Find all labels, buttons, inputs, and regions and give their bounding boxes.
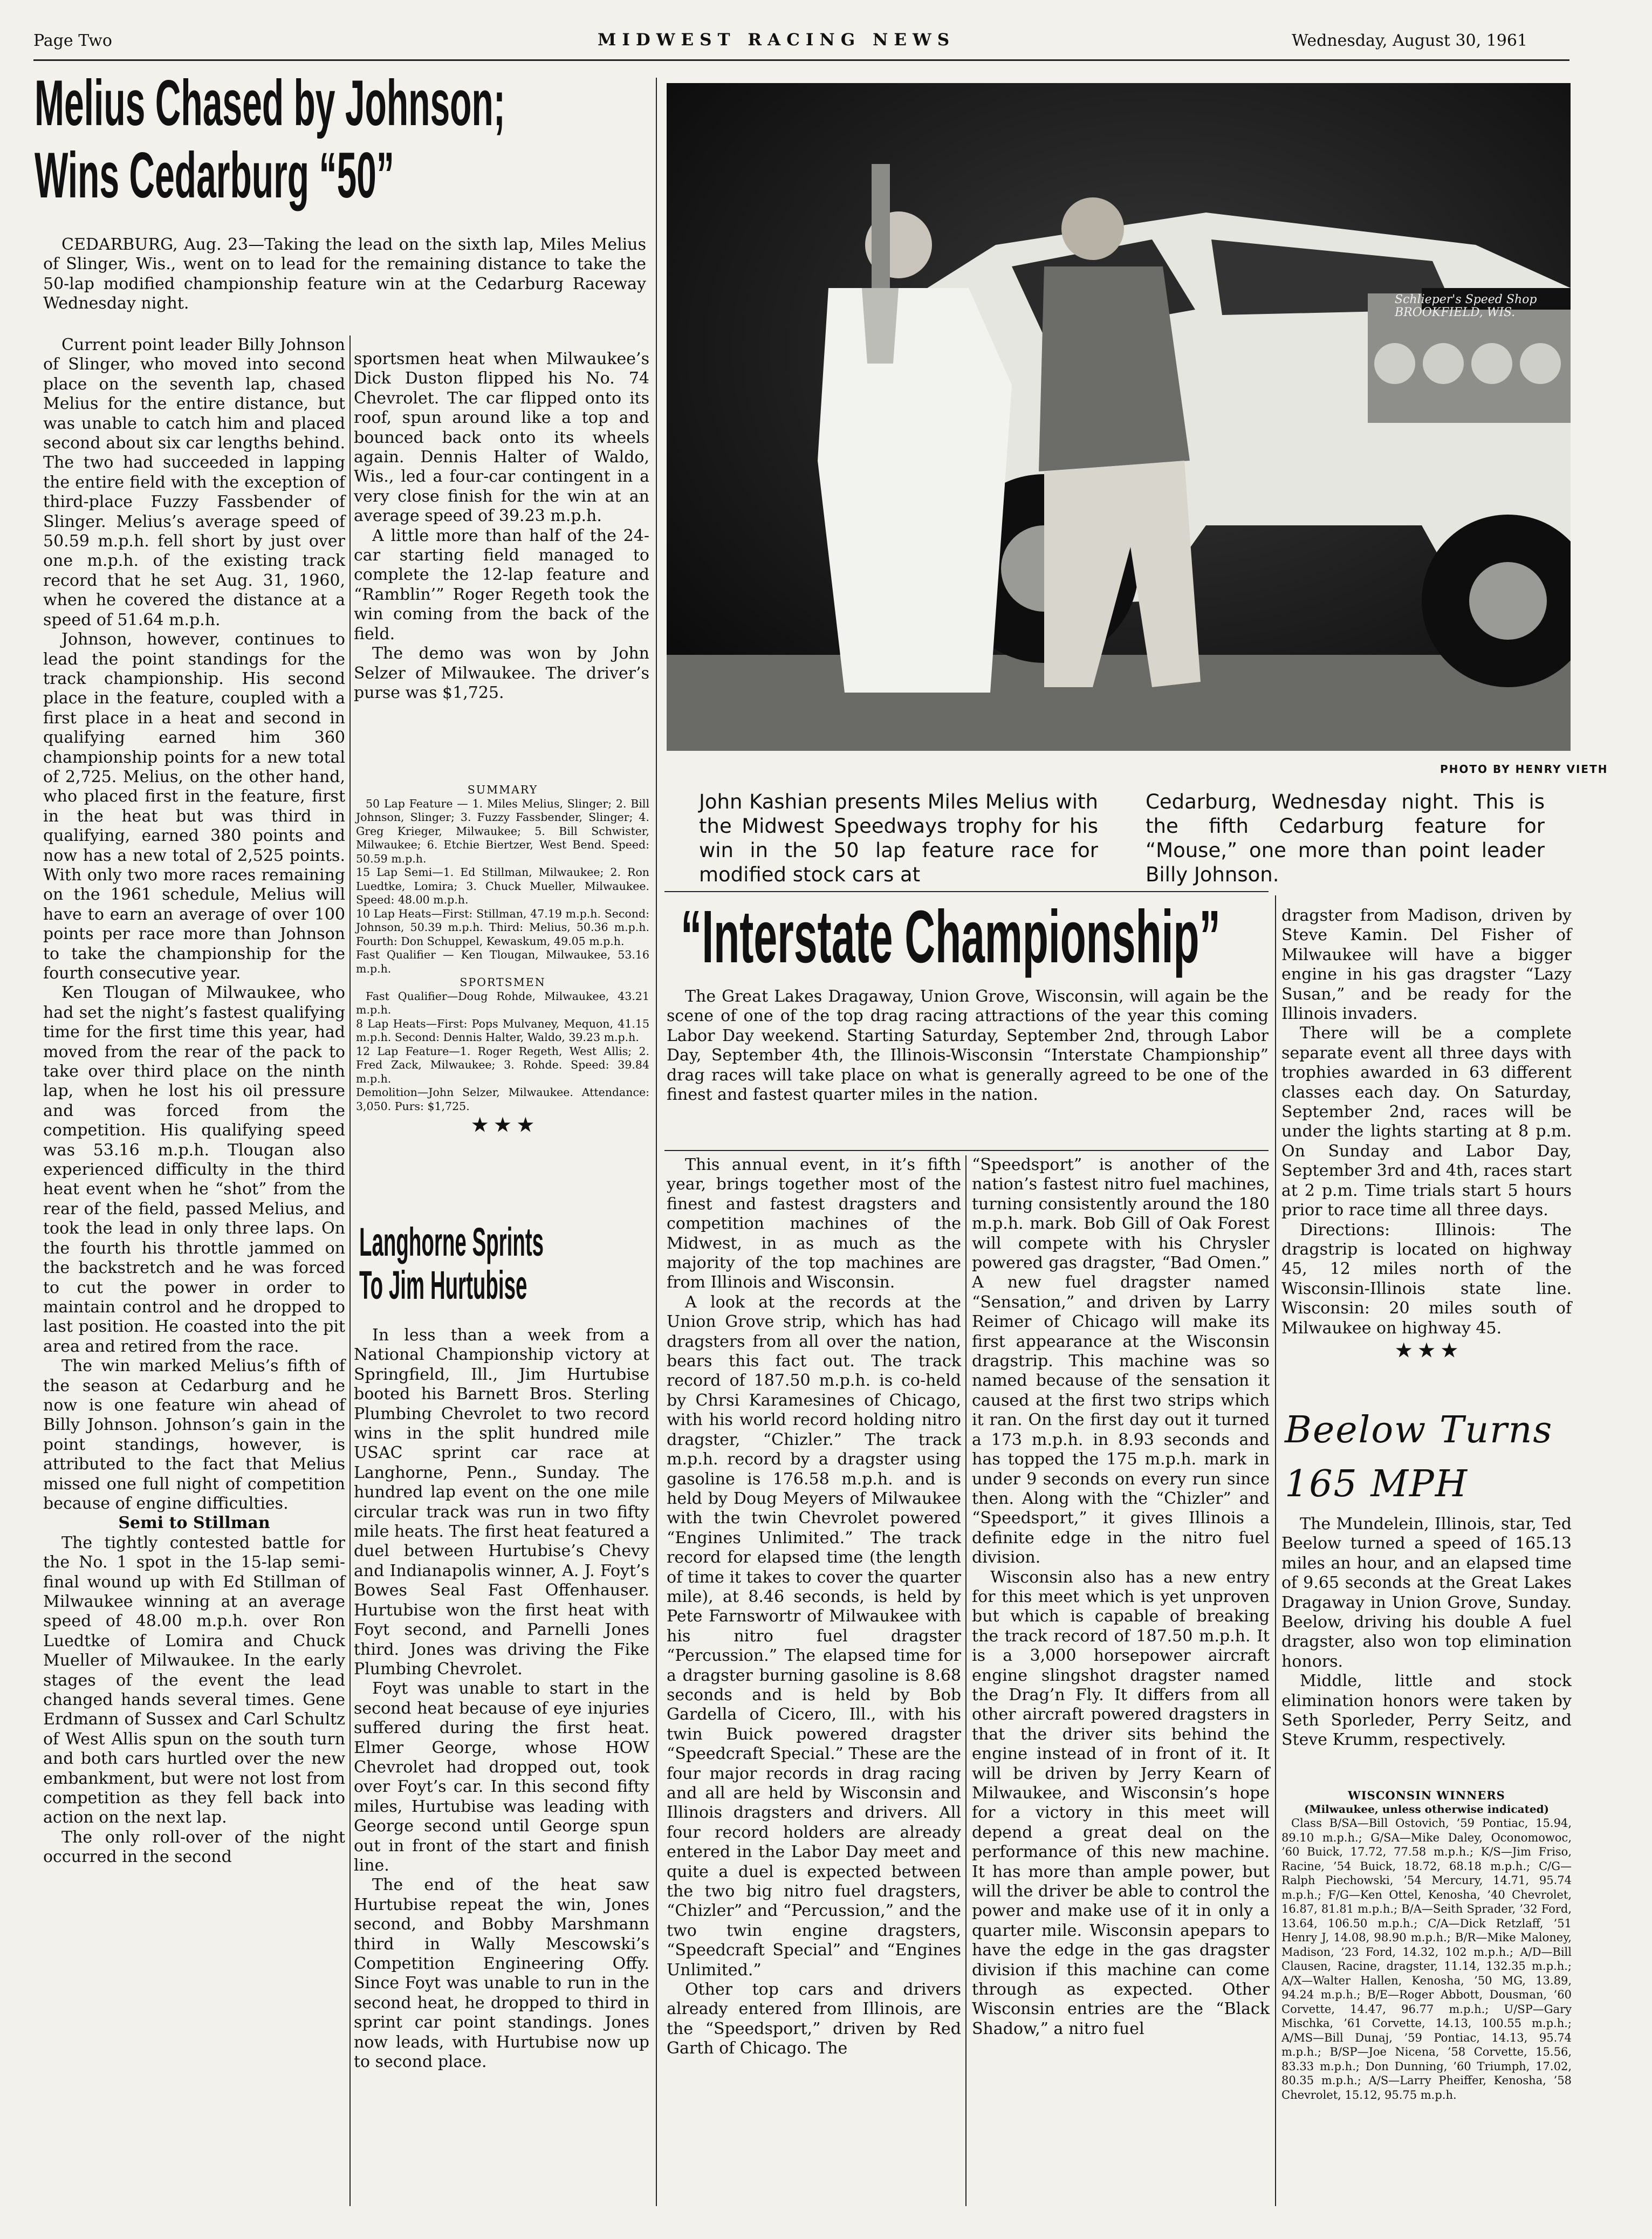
article3-column-2 (972, 1155, 1270, 2039)
masthead-rule (33, 59, 1569, 61)
race-summary (356, 783, 649, 1137)
paragraph: A little more than half of the 24-car starting field managed to complete the 12-lap feature and “Ramblin’” Roger Regeth took the win coming from the back of the field. (354, 526, 649, 643)
article3-lead: The Great Lakes Dragaway, Union Grove, Wisconsin, will again be the scene of one of the top drag racing attractions of the year this coming Labor Day weekend. Starting Saturday, September 2nd, through Labor Day, September 4th, the Illinois-Wisconsin “Interstate Championship” drag races will take place on what is generally agreed to be one of the finest and fastest quarter miles in the nation. (667, 987, 1269, 1105)
article1-lead: CEDARBURG, Aug. 23—Taking the lead on the sixth lap, Miles Melius of Slinger, Wis., went on to lead for the remaining distance to take the 50-lap modified championship feature win at the Cedarburg Raceway Wednesday night. (43, 235, 646, 313)
issue-date: Wednesday, August 30, 1961 (1292, 31, 1528, 50)
article1-column-2 (354, 350, 649, 703)
caption-rule (664, 891, 1269, 892)
article4-headline-2: 165 MPH (1285, 1463, 1469, 1505)
article3-column-1 (667, 1155, 961, 2059)
separator-stars: ★ ★ ★ (471, 1114, 534, 1136)
paragraph: In less than a week from a National Championship victory at Springfield, Ill., Jim Hurtubise booted his Barnett Bros. Sterling Plumbing Chevrolet to two record wins in the split hundred mile USAC sprint car race at Langhorne, Penn., Sunday. The hundred lap event on the one mile circular track was run in two fifty mile heats. The first heat featured a duel between Hurtubise’s Chevy and Indianapolis winner, A. J. Foyt’s Bowes Seal Fast Offenhauser. Hurtubise won the first heat with Foyt second, and Parnelli Jones third. Jones was driving the Fike Plumbing Chevrolet. (354, 1326, 649, 1679)
article1-headline-2: Wins Cedarburg “50” (35, 139, 394, 211)
winners-subtitle: (Milwaukee, unless otherwise indicated) (1304, 1802, 1550, 1816)
sportsmen-title: SPORTSMEN (460, 976, 546, 989)
paragraph: The Mundelein, Illinois, star, Ted Beelow turned a speed of 165.13 miles an hour, and an elapsed time of 9.65 seconds at the Great Lakes Dragaway in Union Grove, Sunday. Beelow, driving his double A fuel dragster, also won top elimination honors. (1281, 1515, 1572, 1671)
paragraph: Foyt was unable to start in the second heat because of eye injuries suffered during the first heat. Elmer George, whose HOW Chevrolet had dropped out, took over Foyt’s car. In this second fifty miles, Hurtubise was leading with George second until George spun out in front of the start and finish line. (354, 1679, 649, 1875)
summary-text: 50 Lap Feature — 1. Miles Melius, Slinger; 2. Bill Johnson, Slinger; 3. Fuzzy Fassbender, Slinger; 4. Greg Krieger, Milwaukee; 5. Bill Schwister, Milwaukee; 6. Etchie Biertzer, West Bend. Speed: 50.59 m.p.h. 15 Lap Semi—1. Ed Stillman, Milwaukee; 2. Ron Luedtke, Lomira; 3. Chuck Mueller, Milwaukee. Speed: 48.00 m.p.h. 10 Lap Heats—First: Stillman, 47.19 m.p.h. Second: Johnson, 50.39 m.p.h. Third: Melius, 50.36 m.p.h. Fourth: Don Schuppel, Kewaskum, 49.05 m.p.h. Fast Qualifier — Ken Tlougan, Milwaukee, 53.16 m.p.h. (356, 797, 649, 975)
photo-caption-right: Cedarburg, Wednesday night. This is the fifth Cedarburg feature for “Mouse,” one more than point leader Billy Johnson. (1146, 790, 1545, 886)
column-rule (1275, 895, 1276, 2206)
paragraph: Johnson, however, continues to lead the point standings for the track championship. His second place in the feature, coupled with a first place in a heat and second in qualifying earned him 360 championship points for a new total of 2,725. Melius, on the other hand, who placed first in the feature, first in the heat but was third in qualifying, earned 380 points and now has a new total of 2,525 points. With only two more races remaining on the 1961 schedule, Melius will have to earn an average of over 100 points per race more than Johnson to take the championship for the fourth consecutive year. (43, 630, 345, 983)
paragraph: The only roll-over of the night occurred in the second (43, 1827, 345, 1867)
sportsmen-text: Fast Qualifier—Doug Rohde, Milwaukee, 43.21 m.p.h. 8 Lap Heats—First: Pops Mulvaney, Mequon, 41.15 m.p.h. Second: Dennis Halter, Waldo, 39.23 m.p.h. 12 Lap Feature—1. Roger Regeth, West Allis; 2. Fred Zack, Milwaukee; 3. Rohde. Speed: 39.84 m.p.h. Demolition—John Selzer, Milwaukee. Attendance: 3,050. Purs: $1,725. (356, 989, 649, 1113)
paragraph: Middle, little and stock elimination honors were taken by Seth Sporleder, Perry Seitz, and Steve Krumm, respectively. (1281, 1672, 1572, 1750)
paragraph: Other top cars and drivers already entered from Illinois, are the “Speedsport,” driven by Red Garth of Chicago. The (667, 1980, 961, 2058)
paragraph: Wisconsin also has a new entry for this meet which is yet unproven but which is capable of breaking the track record of 187.50 m.p.h. It is a 3,000 horsepower aircraft engine slingshot dragster named the Drag’n Fly. It differs from all other aircraft powered dragsters in that the driver sits behind the engine instead of in front of it. It will be driven by Jerry Kearn of Milwaukee, and Wisconsin’s hope for a victory in this meet will depend a great deal on the performance of this new machine. It has more than ample power, but will the driver be able to control the power and make use of it in only a quarter mile. Wisconsin apepars to have the edge in the gas dragster division if this machine can come through as expected. Other Wisconsin entries are the “Black Shadow,” a nitro fuel (972, 1567, 1270, 2038)
trophy-photo-image (667, 83, 1571, 751)
subhead: Semi to Stillman (118, 1514, 270, 1533)
paragraph: “Speedsport” is another of the nation’s fastest nitro fuel machines, turning consistently around the 180 m.p.h. mark. Bob Gill of Oak Forest will compete with his Chrysler powered gas dragster, “Bad Omen.” A new fuel dragster named “Sensation,” and driven by Larry Reimer of Chicago will make its first appearance at the Wisconsin dragstrip. This machine was so named because of the sensation it caused at the first two strips which it ran. On the first day out it turned a 173 m.p.h. in 8.93 seconds and has topped the 175 m.p.h. mark in under 9 seconds on every run since then. Along with the “Chizler” and “Speedsport,” it gives Illinois a definite edge in the nitro fuel division. (972, 1155, 1270, 1567)
paragraph: This annual event, in it’s fifth year, brings together most of the finest and fastest dragsters and competition machines of the Midwest, in as much as the majority of the top machines are from Illinois and Wisconsin. (667, 1155, 961, 1292)
car-lettering: Schlieper's Speed Shop BROOKFIELD, WIS. (1395, 293, 1537, 319)
article4-headline-1: Beelow Turns (1285, 1409, 1553, 1451)
paragraph: The win marked Melius’s fifth of the season at Cedarburg and he now is one feature win ahead of Billy Johnson. Johnson’s gain in the point standings, however, is attributed to the fact that Melius missed one full night of competition because of engine difficulties. (43, 1357, 345, 1513)
paper-name: MIDWEST RACING NEWS (598, 30, 956, 50)
article1-headline-1: Melius Chased by Johnson; (35, 67, 505, 139)
paragraph: The end of the heat saw Hurtubise repeat the win, Jones second, and Bobby Marshmann third in Wally Mescowski’s Competition Engineering Offy. Since Foyt was unable to run in the second heat, he dropped to third in sprint car point standings. Jones now leads, with Hurtubise now up to second place. (354, 1875, 649, 2072)
paragraph: The demo was won by John Selzer of Milwaukee. The driver’s purse was $1,725. (354, 644, 649, 702)
summary-title: SUMMARY (467, 783, 538, 796)
article2-headline-1: Langhorne Sprints (359, 1220, 544, 1264)
article1-column-1 (43, 335, 345, 1867)
paragraph: dragster from Madison, driven by Steve Kamin. Del Fisher of Milwaukee will have a bigger engine in his gas dragster “Lazy Susan,” and be ready for the Illinois invaders. (1281, 906, 1572, 1024)
winners-text: Class B/SA—Bill Ostovich, ’59 Pontiac, 15.94, 89.10 m.p.h.; G/SA—Mike Daley, Oconomowoc, ’60 Buick, 17.72, 77.58 m.p.h.; K/S—Jim Friso, Racine, ’54 Buick, 18.72, 68.18 m.p.h.; C/G—Ralph Piechowski, ’54 Mercury, 14.71, 95.74 m.p.h.; F/G—Ken Ottel, Kenosha, ’40 Chevrolet, 16.87, 81.81 m.p.h.; B/A—Seith Sprader, ’32 Ford, 13.64, 106.50 m.p.h.; C/A—Dick Retzlaff, ’51 Henry J, 14.08, 98.90 m.p.h.; B/R—Mike Maloney, Madison, ’23 Ford, 14.32, 102 m.p.h.; A/D—Bill Clausen, Racine, dragster, 11.14, 132.35 m.p.h.; A/X—Walter Hallen, Kenosha, ’50 MG, 13.89, 94.24 m.p.h.; B/E—Roger Abbott, Dousman, ’60 Corvette, 14.47, 96.77 m.p.h.; U/SP—Gary Mischka, ’61 Corvette, 14.13, 100.55 m.p.h.; A/MS—Bill Dunaj, ’59 Pontiac, 14.13, 95.74 m.p.h.; B/SP—Joe Nicena, ’58 Corvette, 15.56, 83.33 m.p.h.; Don Dunning, ’60 Triumph, 17.02, 80.35 m.p.h.; A/S—Larry Pheiffer, Kenosha, ’58 Chevrolet, 15.12, 95.75 m.p.h. (1281, 1817, 1572, 2101)
paragraph: Ken Tlougan of Milwaukee, who had set the night’s fastest qualifying time for the first time this year, had moved from the rear of the pack to take over third place on the ninth lap, when he lost his oil pressure and was forced from the competition. His qualifying speed was 53.16 m.p.h. Tlougan also experienced difficulty in the third heat event when he “shot” from the rear of the field, passed Melius, and took the lead in only three laps. On the fourth his throttle jammed on the backstretch and he was forced to cut the power in order to maintain control and he dropped to last position. He coasted into the pit area and retired from the race. (43, 983, 345, 1356)
article2-body (354, 1326, 649, 2072)
paragraph: The tightly contested battle for the No. 1 spot in the 15-lap semi-final wound up with Ed Stillman of Milwaukee winning at an average speed of 48.00 m.p.h. over Ron Luedtke of Lomira and Chuck Mueller of Milwaukee. In the early stages of the event the lead changed hands several times. Gene Erdmann of Sussex and Carl Schultz of West Allis spun on the south turn and both cars hurtled over the new embankment, but were not lost from competition as they fell back into action on the next lap. (43, 1533, 345, 1827)
trophy-photo (667, 83, 1571, 751)
paragraph: A look at the records at the Union Grove strip, which has had dragsters from all over the nation, bears this fact out. The track record of 187.50 m.p.h. is co-held by Chrsi Karamesines of Chicago, with his world record holding nitro dragster, “Chizler.” The track m.p.h. record by a dragster using gasoline is 176.58 m.p.h. and is held by Doug Meyers of Milwaukee with the twin Chevrolet powered “Engines Unlimited.” The track record for elapsed time (the length of time it takes to cover the quarter mile), at 8.46 seconds, is held by Pete Farnswortr of Milwaukee with his nitro fuel dragster “Percussion.” The elapsed time for a dragster burning gasoline is 8.68 seconds and is held by Bob Gardella of Cicero, Ill., with his twin Buick powered dragster “Speedcraft Special.” These are the four major records in drag racing and all are held by Wisconsin and Illinois dragsters and drivers. All four record holders are already entered in the Labor Day meet and quite a duel is expected between the two big nitro fuel dragsters, “Chizler” and “Percussion,” and the two twin engine dragsters, “Speedcraft Special” and “Engines Unlimited.” (667, 1292, 961, 1980)
paragraph: Current point leader Billy Johnson of Slinger, who moved into second place on the seventh lap, chased Melius for the entire distance, but was unable to catch him and placed second about six car lengths behind. The two had succeeded in lapping the entire field with the exception of third-place Fuzzy Fassbender of Slinger. Melius’s average speed of 50.59 m.p.h. fell short by just over one m.p.h. of the existing track record that he set Aug. 31, 1960, when he covered the distance at a speed of 51.64 m.p.h. (43, 335, 345, 629)
paragraph: There will be a complete separate event all three days with trophies awarded in 63 different classes each day. On Saturday, September 2nd, races will be under the lights starting at 8 p.m. On Sunday and Labor Day, September 3rd and 4th, races start at 2 p.m. Time trials start 5 hours prior to race time all three days. (1281, 1024, 1572, 1220)
article2-headline-2: To Jim Hurtubise (359, 1263, 527, 1307)
winners-list (1281, 1789, 1572, 2102)
paragraph: Directions: Illinois: The dragstrip is located on highway 45, 12 miles north of the Wisconsin-Illinois state line. Wisconsin: 20 miles south of Milwaukee on highway 45. (1281, 1220, 1572, 1338)
page-number: Page Two (33, 31, 112, 50)
article3-headline: “Interstate Championship” (681, 895, 1221, 978)
separator-stars: ★ ★ ★ (1395, 1339, 1458, 1361)
photo-credit: PHOTO BY HENRY VIETH (1440, 763, 1608, 776)
article3-column-3 (1281, 906, 1572, 1363)
column-rule (965, 1155, 966, 2206)
paragraph: sportsmen heat when Milwaukee’s Dick Duston flipped his No. 74 Chevrolet. The car flipped onto its roof, spun around like a top and bounced back onto its wheels again. Dennis Halter of Waldo, Wis., led a four-car contingent in a very close finish for the win at an average speed of 39.23 m.p.h. (354, 350, 649, 526)
lead-rule (664, 1150, 1269, 1151)
photo-caption-left: John Kashian presents Miles Melius with the Midwest Speedways trophy for his win in the 50 lap feature race for modified stock cars at (699, 790, 1098, 886)
article4-body (1281, 1515, 1572, 1750)
winners-title: WISCONSIN WINNERS (1348, 1789, 1505, 1802)
column-rule (656, 78, 657, 2206)
column-rule (349, 335, 351, 2206)
